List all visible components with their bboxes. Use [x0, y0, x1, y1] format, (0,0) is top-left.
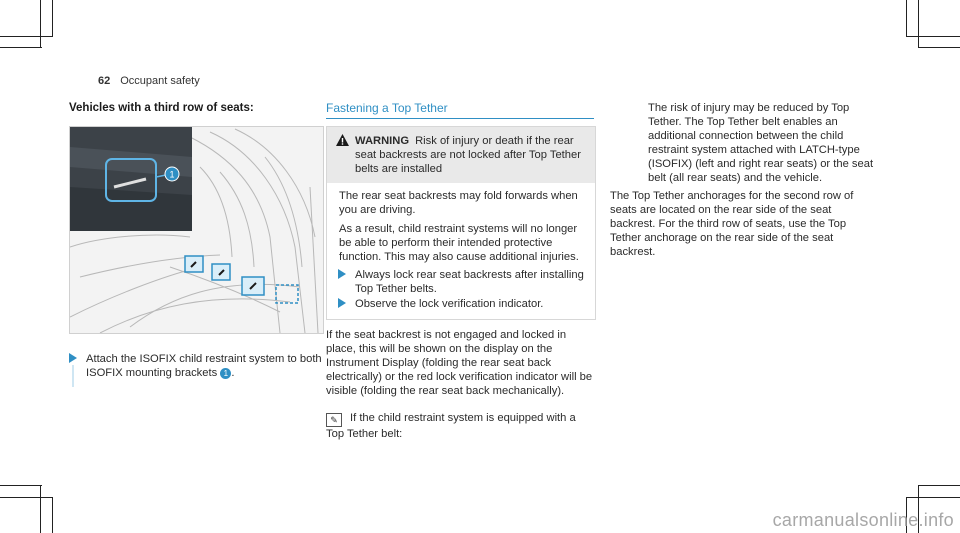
figure-callout-1: 1 [169, 169, 175, 180]
isofix-diagram [70, 127, 323, 333]
lock-paragraph [326, 328, 594, 398]
warning-step-1 [338, 268, 595, 296]
warning-body-2: As a result, child restraint systems will no longer be able to perform their intended protective function. This may also cause additional injuries. [339, 223, 579, 263]
watermark: carmanualsonline.info [772, 510, 954, 530]
step-arrow-icon [69, 353, 77, 363]
right-paragraph-2: The Top Tether anchorages for the second row of seats are located on the rear side of the seat backrest. For the third row of seats, use the Top Tether anchorage on the rear side of the seat backrest. [610, 190, 854, 258]
crop-mark [52, 0, 53, 36]
section-name: Occupant safety [120, 75, 200, 87]
warning-label: WARNING [355, 135, 410, 147]
warning-text: Risk of injury or death if the rear seat backrests are not locked after Top Tether belts are installed [355, 135, 581, 175]
crop-mark [40, 0, 41, 48]
crop-mark [906, 36, 960, 37]
step-arrow-icon [338, 269, 346, 279]
lock-paragraph-text: If the seat backrest is not engaged and locked in place, this will be shown on the display on the Instrument Display (folding the rear seat back electrically) or the red lock verification indicator will be visible (folding the rear seat back mechanically). [326, 329, 593, 397]
crop-mark [918, 0, 919, 48]
right-paragraph-1: The risk of injury may be reduced by Top Tether. The Top Tether belt enables an additional connection between the child restraint system attached with LATCH-type (ISOFIX) (left and right rear seats) or the seat belt (all rear seats) and the vehicle. [648, 102, 874, 184]
step-text-end: . [231, 367, 235, 379]
callout-badge-1: 1 [220, 368, 231, 379]
warning-triangle-icon [336, 134, 349, 150]
crop-mark [0, 36, 53, 37]
crop-mark [906, 0, 907, 36]
crop-mark [0, 497, 53, 498]
warning-step-1-text: Always lock rear seat backrests after installing Top Tether belts. [355, 269, 584, 295]
subsection-title: Fastening a Top Tether [326, 101, 448, 115]
warning-header [327, 127, 595, 183]
page-header [98, 74, 200, 88]
crop-mark [40, 485, 41, 533]
crop-mark [52, 497, 53, 533]
crop-mark [918, 47, 960, 48]
seat-illustration [69, 126, 324, 334]
warning-body [327, 183, 595, 264]
title-rule [326, 118, 594, 119]
condition-text: If the child restraint system is equipped with a Top Tether belt: [326, 412, 576, 440]
crop-mark [906, 497, 960, 498]
step-text: Attach the ISOFIX child restraint system to both ISOFIX mounting brackets [86, 353, 322, 379]
step-bar [72, 365, 74, 387]
page-number: 62 [98, 75, 111, 87]
step-arrow-icon [338, 298, 346, 308]
warning-body-1: The rear seat backrests may fold forwards when you are driving. [339, 190, 578, 216]
warning-step-2 [338, 297, 595, 311]
step-attach-isofix [69, 352, 326, 380]
section-heading: Vehicles with a third row of seats: [69, 102, 254, 114]
crop-mark [0, 485, 42, 486]
condition-line [326, 411, 594, 441]
warning-step-2-text: Observe the lock verification indicator. [355, 298, 544, 310]
crop-mark [0, 47, 42, 48]
right-column [610, 101, 878, 259]
crop-mark [918, 485, 960, 486]
child-seat-icon: ✎ [326, 413, 342, 427]
